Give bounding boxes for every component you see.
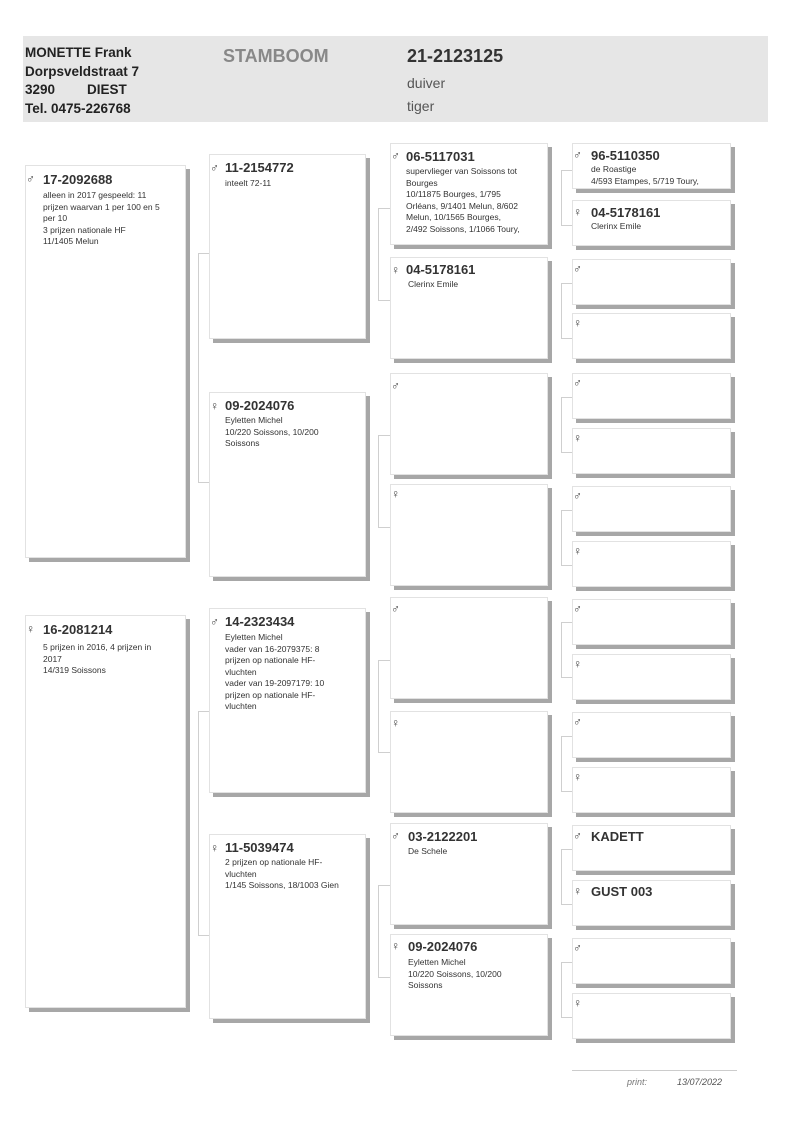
- pigeon-info: De Schele: [408, 846, 448, 856]
- grandparent-card-dd[interactable]: [209, 834, 366, 1019]
- connector: [378, 885, 390, 978]
- pigeon-info: supervlieger van Soissons tot Bourges 10/11875 Bourges, 1/795 Orléans, 9/1401 Melun, 8/602 Melun, 10/1565 Bourges, 2/492 Soissons, 1/1066 Toury,: [406, 166, 520, 234]
- male-icon: ♂: [210, 615, 219, 629]
- connector: [198, 711, 209, 936]
- male-icon: ♂: [573, 941, 582, 955]
- female-icon: ♀: [573, 205, 582, 219]
- ancestor-card[interactable]: [572, 825, 731, 871]
- connector: [561, 283, 572, 339]
- female-icon: ♀: [573, 316, 582, 330]
- owner-block: [25, 44, 139, 118]
- ring-number: 11-2154772: [225, 160, 294, 175]
- male-icon: ♂: [573, 489, 582, 503]
- pedigree-header: [23, 36, 768, 122]
- document-title: STAMBOOM: [223, 46, 329, 66]
- ancestor-card[interactable]: [572, 654, 731, 700]
- male-icon: ♂: [573, 715, 582, 729]
- male-icon: ♂: [210, 161, 219, 175]
- ancestor-card[interactable]: [572, 486, 731, 532]
- male-icon: ♂: [26, 172, 35, 186]
- grandparent-card-sd[interactable]: [209, 392, 366, 577]
- pigeon-info: Eyletten Michel vader van 16-2079375: 8 prijzen op nationale HF- vluchten vader van 19-2097179: 10 prijzen op nationale HF- vluchten: [225, 632, 325, 711]
- great-grandparent-card[interactable]: [390, 373, 548, 475]
- connector: [561, 510, 572, 566]
- pigeon-info: inteelt 72-11: [225, 178, 272, 188]
- pigeon-info: 5 prijzen in 2016, 4 prijzen in 2017 14/319 Soissons: [43, 642, 152, 675]
- connector: [561, 170, 572, 226]
- ancestor-card[interactable]: [572, 767, 731, 813]
- female-icon: ♀: [573, 657, 582, 671]
- female-icon: ♀: [573, 884, 582, 898]
- pigeon-info: Clerinx Emile: [408, 279, 459, 289]
- ancestor-card[interactable]: [572, 712, 731, 758]
- connector: [378, 435, 390, 528]
- pigeon-info: de Roastige 4/593 Etampes, 5/719 Toury,: [591, 164, 699, 186]
- parent-card-dam[interactable]: [25, 615, 186, 1008]
- male-icon: ♂: [391, 829, 400, 843]
- female-icon: ♀: [26, 622, 35, 636]
- female-icon: ♀: [391, 939, 400, 953]
- parent-card-sire[interactable]: [25, 165, 186, 558]
- ancestor-card[interactable]: [572, 373, 731, 419]
- male-icon: ♂: [573, 262, 582, 276]
- connector: [561, 622, 572, 678]
- ancestor-card[interactable]: [572, 880, 731, 926]
- ancestor-card[interactable]: [572, 313, 731, 359]
- ring-number: 14-2323434: [225, 614, 295, 629]
- pigeon-ring-number: 21-2123125: [407, 46, 504, 66]
- female-icon: ♀: [391, 487, 400, 501]
- male-icon: ♂: [391, 602, 400, 616]
- female-icon: ♀: [573, 996, 582, 1010]
- connector: [198, 253, 209, 483]
- print-label: print:: [627, 1077, 648, 1087]
- pigeon-info: Eyletten Michel 10/220 Soissons, 10/200 Soissons: [225, 415, 319, 448]
- ancestor-card[interactable]: [572, 200, 731, 246]
- ring-number: 11-5039474: [225, 840, 294, 855]
- connector: [561, 962, 572, 1018]
- connector: [561, 397, 572, 453]
- grandparent-card-ds[interactable]: [209, 608, 366, 793]
- connector: [378, 660, 390, 753]
- male-icon: ♂: [391, 379, 400, 393]
- pigeon-color: tiger: [407, 98, 435, 114]
- ring-number: 04-5178161: [591, 205, 661, 220]
- owner-street: Dorpsveldstraat 7: [25, 63, 140, 79]
- ring-number: 09-2024076: [408, 939, 478, 954]
- footer-divider: [572, 1070, 737, 1071]
- owner-phone: Tel. 0475-226768: [25, 100, 131, 116]
- male-icon: ♂: [573, 829, 582, 843]
- female-icon: ♀: [573, 431, 582, 445]
- ring-number: 17-2092688: [43, 172, 113, 187]
- owner-city: DIEST: [87, 82, 127, 97]
- pigeon-info: 2 prijzen op nationale HF- vluchten 1/145 Soissons, 18/1003 Gien: [225, 857, 339, 890]
- ring-number: 09-2024076: [225, 398, 295, 413]
- ancestor-card[interactable]: [572, 599, 731, 645]
- ancestor-card[interactable]: [572, 143, 731, 189]
- connector: [561, 849, 572, 905]
- female-icon: ♀: [391, 716, 400, 730]
- pigeon-sex: duiver: [407, 75, 446, 91]
- ancestor-card[interactable]: [572, 938, 731, 984]
- ring-number: 16-2081214: [43, 622, 113, 637]
- great-grandparent-card[interactable]: [390, 484, 548, 586]
- pigeon-info: alleen in 2017 gespeeld: 11 prijzen waarvan 1 per 100 en 5 per 10 3 prijzen nationale HF 11/1405 Melun: [43, 190, 160, 246]
- grandparent-card-ss[interactable]: [209, 154, 366, 339]
- connector: [561, 736, 572, 792]
- pigeon-info: Clerinx Emile: [591, 221, 642, 231]
- connector: [378, 208, 390, 301]
- owner-address-line: [25, 81, 139, 100]
- ring-number: GUST 003: [591, 884, 653, 899]
- great-grandparent-card[interactable]: [390, 143, 548, 245]
- ancestor-card[interactable]: [572, 259, 731, 305]
- print-date: 13/07/2022: [677, 1077, 723, 1087]
- female-icon: ♀: [573, 544, 582, 558]
- female-icon: ♀: [391, 263, 400, 277]
- male-icon: ♂: [573, 602, 582, 616]
- owner-postcode: 3290: [25, 82, 56, 97]
- great-grandparent-card[interactable]: [390, 934, 548, 1036]
- female-icon: ♀: [573, 770, 582, 784]
- great-grandparent-card[interactable]: [390, 823, 548, 925]
- great-grandparent-card[interactable]: [390, 711, 548, 813]
- ring-number: 06-5117031: [406, 149, 475, 164]
- ancestor-card[interactable]: [572, 428, 731, 474]
- ring-number: 04-5178161: [406, 262, 476, 277]
- male-icon: ♂: [573, 376, 582, 390]
- male-icon: ♂: [391, 149, 400, 163]
- great-grandparent-card[interactable]: [390, 597, 548, 699]
- pigeon-info: Eyletten Michel 10/220 Soissons, 10/200 Soissons: [408, 957, 502, 990]
- ancestor-card[interactable]: [572, 541, 731, 587]
- male-icon: ♂: [573, 148, 582, 162]
- female-icon: ♀: [210, 841, 219, 855]
- ancestor-card[interactable]: [572, 993, 731, 1039]
- female-icon: ♀: [210, 399, 219, 413]
- ring-number: 03-2122201: [408, 829, 478, 844]
- ring-number: 96-5110350: [591, 148, 660, 163]
- owner-name: MONETTE Frank: [25, 45, 132, 60]
- great-grandparent-card[interactable]: [390, 257, 548, 359]
- ring-number: KADETT: [591, 829, 644, 844]
